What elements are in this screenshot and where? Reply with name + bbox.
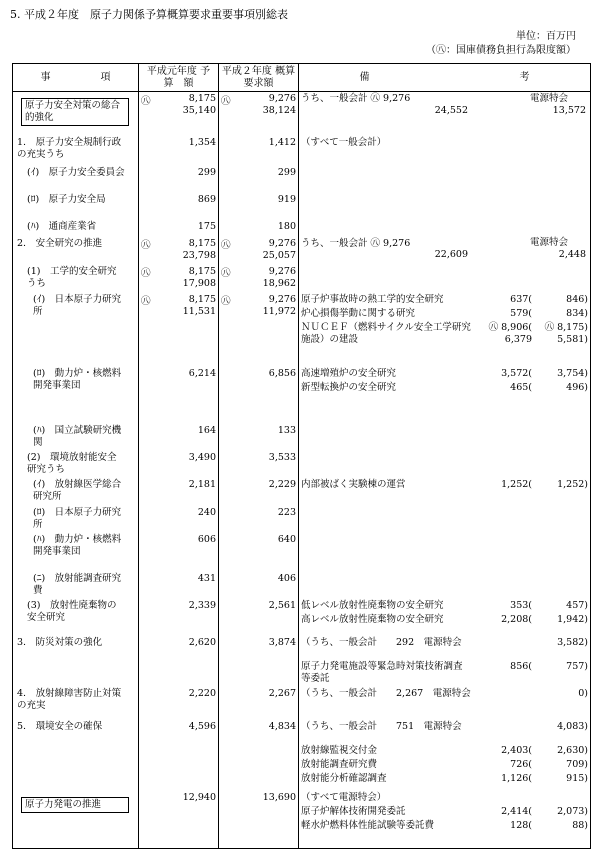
note-cell bbox=[299, 192, 591, 219]
item-cell bbox=[13, 236, 139, 264]
table-row bbox=[13, 450, 591, 477]
amount-value-secondary: 38,124 bbox=[262, 105, 296, 116]
table-row bbox=[13, 532, 591, 571]
subtotal-label: 電源特会 bbox=[529, 237, 568, 249]
note-value-request: 846) bbox=[566, 293, 588, 305]
note-value-request: ㊇ 8,175) bbox=[544, 321, 588, 333]
prev-budget-cell bbox=[139, 92, 219, 135]
request-cell bbox=[219, 791, 299, 849]
page-title: 5. 平成２年度 原子力関係予算概算要求重要事項別総表 bbox=[10, 8, 288, 21]
note-line bbox=[301, 721, 588, 733]
amount-value: 12,940 bbox=[182, 791, 216, 803]
header-item: 事 項 bbox=[13, 64, 139, 92]
request-cell bbox=[219, 165, 299, 192]
debt-mark: ㊇ bbox=[221, 96, 231, 107]
amount-value: 606 bbox=[197, 534, 216, 546]
item-label: (ﾆ) 放射能調査研究費 bbox=[33, 573, 122, 597]
amount-value: 4,596 bbox=[188, 720, 216, 732]
amount-value-secondary: 18,962 bbox=[262, 278, 296, 290]
request-cell bbox=[219, 505, 299, 532]
note-cell bbox=[299, 165, 591, 192]
prev-budget-cell bbox=[139, 423, 219, 450]
item-label: (ﾊ) 国立試験研究機関 bbox=[33, 425, 122, 449]
item-label: 5. 環境安全の確保 bbox=[17, 720, 103, 732]
subtotal-general: 22,609 bbox=[434, 249, 468, 261]
note-value-request: 757) bbox=[566, 660, 588, 672]
item-cell bbox=[13, 450, 139, 477]
note-line bbox=[301, 806, 588, 818]
item-label: 原子力発電の推進 bbox=[21, 797, 129, 813]
amount-value: 2,220 bbox=[188, 688, 216, 700]
unit-line: 単位：百万円 bbox=[516, 31, 576, 42]
note-value-request: 834) bbox=[566, 307, 588, 319]
note-line bbox=[301, 792, 588, 804]
note-text: 放射能調査研究費 bbox=[301, 758, 378, 770]
item-label: 3. 防災対策の強化 bbox=[17, 636, 103, 648]
amount-value: 8,175 bbox=[188, 266, 216, 278]
note-line bbox=[301, 614, 588, 626]
header-row bbox=[13, 64, 591, 92]
note-value: 579( bbox=[510, 307, 532, 319]
amount-value-secondary: 11,972 bbox=[262, 305, 296, 317]
table-row bbox=[13, 135, 591, 166]
item-label: (ﾊ) 通商産業省 bbox=[27, 220, 97, 232]
amount-value: 133 bbox=[277, 425, 296, 437]
note-cell bbox=[299, 135, 591, 166]
note-value-request: 2,630) bbox=[557, 744, 588, 756]
debt-mark: ㊇ bbox=[221, 268, 231, 280]
note-text: 放射能分析確認調査 bbox=[301, 772, 387, 784]
table-row bbox=[13, 264, 591, 292]
amount-value-secondary: 25,057 bbox=[262, 250, 296, 262]
amount-value: 1,354 bbox=[188, 136, 216, 148]
note-text: 高レベル放射性廃棄物の安全研究 bbox=[301, 613, 444, 625]
note-line bbox=[301, 759, 588, 771]
item-label: (ﾛ) 日本原子力研究所 bbox=[33, 507, 122, 531]
item-cell bbox=[13, 423, 139, 450]
request-cell bbox=[219, 598, 299, 635]
prev-budget-cell bbox=[139, 219, 219, 236]
prev-budget-cell bbox=[139, 719, 219, 791]
amount-value: 431 bbox=[197, 573, 216, 585]
prev-budget-cell bbox=[139, 571, 219, 598]
subtotal-special: 13,572 bbox=[552, 105, 586, 116]
table-row bbox=[13, 366, 591, 424]
note-value: 1,252( bbox=[501, 478, 532, 490]
note-line bbox=[301, 294, 588, 306]
note-text: うち、一般会計 ㊇ 9,276 bbox=[301, 238, 411, 250]
table-row bbox=[13, 686, 591, 719]
item-label: (ﾛ) 動力炉・核燃料開発事業団 bbox=[33, 367, 122, 391]
note-value: 465( bbox=[510, 381, 532, 393]
note-value: ㊇ 8,906( bbox=[488, 321, 532, 333]
item-cell bbox=[13, 791, 139, 849]
note-line bbox=[301, 368, 588, 380]
amount-value: 3,490 bbox=[188, 451, 216, 463]
item-cell bbox=[13, 477, 139, 506]
item-cell bbox=[13, 571, 139, 598]
table-row bbox=[13, 719, 591, 791]
note-value-secondary: 6,379 bbox=[504, 333, 532, 345]
amount-value-secondary: 17,908 bbox=[182, 278, 216, 290]
table-row bbox=[13, 92, 591, 135]
note-text: 軽水炉燃料体性能試験等委託費 bbox=[301, 819, 435, 831]
amount-value: 1,412 bbox=[268, 136, 296, 148]
table-row bbox=[13, 423, 591, 450]
prev-budget-cell bbox=[139, 135, 219, 166]
amount-value: 9,276 bbox=[268, 266, 296, 278]
note-text: （すべて一般会計） bbox=[301, 136, 387, 148]
amount-value: 2,181 bbox=[188, 478, 216, 490]
debt-mark: ㊇ bbox=[141, 96, 151, 107]
amount-value-secondary: 35,140 bbox=[182, 105, 216, 116]
amount-value: 2,339 bbox=[188, 599, 216, 611]
amount-value: 8,175 bbox=[188, 293, 216, 305]
table-row bbox=[13, 505, 591, 532]
prev-budget-cell bbox=[139, 635, 219, 686]
request-cell bbox=[219, 686, 299, 719]
table-body bbox=[13, 92, 591, 849]
debt-mark: ㊇ bbox=[141, 295, 151, 307]
debt-mark: ㊇ bbox=[221, 295, 231, 307]
note-text: 低レベル放射性廃棄物の安全研究 bbox=[301, 599, 444, 611]
note-value-request: 915) bbox=[566, 772, 588, 784]
unit-legend: （㊇：国庫債務負担行為限度額） bbox=[426, 45, 576, 56]
note-line bbox=[301, 661, 588, 685]
note-line bbox=[301, 745, 588, 757]
debt-mark: ㊇ bbox=[141, 268, 151, 280]
note-line bbox=[301, 382, 588, 394]
amount-value-secondary: 11,531 bbox=[182, 305, 216, 317]
table-row bbox=[13, 477, 591, 506]
header-note: 備 考 bbox=[299, 64, 591, 92]
table-row bbox=[13, 236, 591, 264]
request-cell bbox=[219, 92, 299, 135]
amount-value: 164 bbox=[197, 425, 216, 437]
note-value: 2,208( bbox=[501, 613, 532, 625]
amount-value: 240 bbox=[197, 507, 216, 519]
amount-value: 4,834 bbox=[268, 720, 296, 732]
amount-value: 9,276 bbox=[268, 293, 296, 305]
note-cell bbox=[299, 450, 591, 477]
table-row bbox=[13, 292, 591, 366]
item-label: (ﾛ) 原子力安全局 bbox=[27, 194, 106, 206]
note-line bbox=[301, 308, 588, 320]
item-cell bbox=[13, 532, 139, 571]
note-cell bbox=[299, 686, 591, 719]
note-value-request: 3,582) bbox=[557, 636, 588, 648]
note-text: 原子炉事故時の熱工学的安全研究 bbox=[301, 293, 444, 305]
note-line bbox=[301, 773, 588, 785]
request-cell bbox=[219, 135, 299, 166]
subtotal-label: 電源特会 bbox=[529, 93, 568, 104]
note-value-request: 496) bbox=[566, 381, 588, 393]
amount-value: 406 bbox=[277, 573, 296, 585]
note-text: 新型転換炉の安全研究 bbox=[301, 381, 397, 393]
request-cell bbox=[219, 423, 299, 450]
amount-value: 299 bbox=[197, 167, 216, 179]
table-row bbox=[13, 192, 591, 219]
prev-budget-cell bbox=[139, 686, 219, 719]
request-cell bbox=[219, 719, 299, 791]
item-label: 4. 放射線障害防止対策の充実 bbox=[17, 688, 122, 712]
item-cell bbox=[13, 635, 139, 686]
amount-value: 2,229 bbox=[268, 478, 296, 490]
table-row bbox=[13, 165, 591, 192]
amount-value: 8,175 bbox=[188, 93, 216, 104]
item-label: 1. 原子力安全規制行政の充実うち bbox=[17, 136, 122, 160]
item-label: (ｲ) 日本原子力研究所 bbox=[33, 293, 122, 317]
amount-value: 640 bbox=[277, 534, 296, 546]
amount-value: 180 bbox=[277, 220, 296, 232]
prev-budget-cell bbox=[139, 450, 219, 477]
item-cell bbox=[13, 192, 139, 219]
note-value: 1,126( bbox=[501, 772, 532, 784]
item-cell bbox=[13, 366, 139, 424]
note-value: 3,572( bbox=[501, 367, 532, 379]
note-line bbox=[301, 820, 588, 832]
note-text: （うち、一般会計 292 電源特会 bbox=[301, 636, 462, 648]
amount-value: 9,276 bbox=[268, 93, 296, 104]
note-cell bbox=[299, 791, 591, 849]
note-value: 726( bbox=[510, 758, 532, 770]
note-cell bbox=[299, 264, 591, 292]
item-cell bbox=[13, 92, 139, 135]
item-cell bbox=[13, 219, 139, 236]
item-cell bbox=[13, 686, 139, 719]
table-row bbox=[13, 219, 591, 236]
table-row bbox=[13, 635, 591, 686]
note-value-request: 3,754) bbox=[557, 367, 588, 379]
note-text: うち、一般会計 ㊇ 9,276 bbox=[301, 93, 411, 104]
prev-budget-cell bbox=[139, 192, 219, 219]
amount-value: 13,690 bbox=[262, 791, 296, 803]
note-line bbox=[301, 688, 588, 700]
item-label: 2. 安全研究の推進 bbox=[17, 238, 103, 250]
note-cell bbox=[299, 92, 591, 135]
note-cell bbox=[299, 635, 591, 686]
note-text: 原子力発電施設等緊急時対策技術調査等委託 bbox=[301, 660, 463, 684]
amount-value: 175 bbox=[197, 220, 216, 232]
amount-value: 3,874 bbox=[268, 636, 296, 648]
note-cell bbox=[299, 292, 591, 366]
item-label: (ｲ) 原子力安全委員会 bbox=[27, 167, 125, 179]
prev-budget-cell bbox=[139, 532, 219, 571]
amount-value: 869 bbox=[197, 194, 216, 206]
item-cell bbox=[13, 598, 139, 635]
note-text: （うち、一般会計 751 電源特会 bbox=[301, 720, 462, 732]
debt-mark: ㊇ bbox=[221, 240, 231, 252]
item-label: (1) 工学的安全研究うち bbox=[27, 266, 117, 290]
note-value: 128( bbox=[510, 819, 532, 831]
prev-budget-cell bbox=[139, 236, 219, 264]
note-cell bbox=[299, 505, 591, 532]
note-value-request: 88) bbox=[572, 819, 588, 831]
table-row bbox=[13, 571, 591, 598]
prev-budget-cell bbox=[139, 477, 219, 506]
note-value: 856( bbox=[510, 660, 532, 672]
note-cell bbox=[299, 719, 591, 791]
request-cell bbox=[219, 635, 299, 686]
subtotal-special: 2,448 bbox=[558, 249, 586, 261]
amount-value: 2,267 bbox=[268, 688, 296, 700]
item-cell bbox=[13, 165, 139, 192]
note-text: 炉心損傷挙動に関する研究 bbox=[301, 307, 416, 319]
request-cell bbox=[219, 236, 299, 264]
note-text: 内部被ばく実験棟の運営 bbox=[301, 478, 406, 490]
item-label: (ｲ) 放射線医学総合研究所 bbox=[33, 478, 122, 502]
request-cell bbox=[219, 477, 299, 506]
budget-table bbox=[12, 63, 591, 849]
request-cell bbox=[219, 366, 299, 424]
note-line bbox=[301, 137, 588, 149]
amount-value: 8,175 bbox=[188, 238, 216, 250]
note-cell bbox=[299, 571, 591, 598]
note-cell bbox=[299, 236, 591, 264]
subtotal-general: 24,552 bbox=[434, 105, 468, 116]
note-line bbox=[301, 600, 588, 612]
note-value: 2,403( bbox=[501, 744, 532, 756]
amount-value: 3,533 bbox=[268, 451, 296, 463]
prev-budget-cell bbox=[139, 292, 219, 366]
item-label: (3) 放射性廃棄物の安全研究 bbox=[27, 599, 117, 623]
amount-value: 9,276 bbox=[268, 238, 296, 250]
amount-value: 6,214 bbox=[188, 367, 216, 379]
note-value-request: 709) bbox=[566, 758, 588, 770]
debt-mark: ㊇ bbox=[141, 240, 151, 252]
request-cell bbox=[219, 264, 299, 292]
item-cell bbox=[13, 264, 139, 292]
request-cell bbox=[219, 292, 299, 366]
note-cell bbox=[299, 366, 591, 424]
note-line bbox=[301, 637, 588, 649]
note-cell bbox=[299, 477, 591, 506]
note-value-request-secondary: 5,581) bbox=[557, 333, 588, 345]
request-cell bbox=[219, 219, 299, 236]
note-line bbox=[301, 322, 588, 346]
item-label: 原子力安全対策の総合的強化 bbox=[21, 98, 129, 126]
note-text: 原子炉解体技術開発委託 bbox=[301, 805, 406, 817]
amount-value: 2,561 bbox=[268, 599, 296, 611]
header-req: 平成２年度 概算要求額 bbox=[219, 64, 299, 92]
item-cell bbox=[13, 135, 139, 166]
amount-value: 6,856 bbox=[268, 367, 296, 379]
item-cell bbox=[13, 292, 139, 366]
item-label: (2) 環境放射能安全研究うち bbox=[27, 451, 117, 475]
request-cell bbox=[219, 450, 299, 477]
prev-budget-cell bbox=[139, 505, 219, 532]
note-value-request: 1,252) bbox=[557, 478, 588, 490]
note-value-request: 4,083) bbox=[557, 720, 588, 732]
item-cell bbox=[13, 505, 139, 532]
table-row bbox=[13, 598, 591, 635]
note-value-request: 457) bbox=[566, 599, 588, 611]
note-cell bbox=[299, 532, 591, 571]
item-label: (ﾊ) 動力炉・核燃料開発事業団 bbox=[33, 534, 122, 558]
amount-value: 2,620 bbox=[188, 636, 216, 648]
note-value-request: 0) bbox=[578, 688, 588, 700]
amount-value: 299 bbox=[277, 167, 296, 179]
header-prev: 平成元年度 予 算 額 bbox=[139, 64, 219, 92]
note-value: 2,414( bbox=[501, 805, 532, 817]
note-value: 353( bbox=[510, 599, 532, 611]
unit-note bbox=[426, 30, 576, 58]
request-cell bbox=[219, 571, 299, 598]
note-cell bbox=[299, 423, 591, 450]
note-line bbox=[301, 479, 588, 491]
prev-budget-cell bbox=[139, 598, 219, 635]
note-text: 放射線監視交付金 bbox=[301, 744, 378, 756]
prev-budget-cell bbox=[139, 791, 219, 849]
item-cell bbox=[13, 719, 139, 791]
request-cell bbox=[219, 192, 299, 219]
note-text: 高速増殖炉の安全研究 bbox=[301, 367, 397, 379]
amount-value: 919 bbox=[277, 194, 296, 206]
note-cell bbox=[299, 219, 591, 236]
note-text: （すべて電源特会） bbox=[301, 791, 387, 803]
prev-budget-cell bbox=[139, 264, 219, 292]
table-row bbox=[13, 791, 591, 849]
amount-value-secondary: 23,798 bbox=[182, 250, 216, 262]
note-value: 637( bbox=[510, 293, 532, 305]
prev-budget-cell bbox=[139, 366, 219, 424]
note-value-request: 1,942) bbox=[557, 613, 588, 625]
request-cell bbox=[219, 532, 299, 571]
note-text: （うち、一般会計 2,267 電源特会 bbox=[301, 688, 471, 700]
prev-budget-cell bbox=[139, 165, 219, 192]
note-value-request: 2,073) bbox=[557, 805, 588, 817]
note-cell bbox=[299, 598, 591, 635]
note-text: ＮＵＣＥＦ（燃料サイクル安全工学研究施設）の建設 bbox=[301, 321, 471, 345]
amount-value: 223 bbox=[277, 507, 296, 519]
